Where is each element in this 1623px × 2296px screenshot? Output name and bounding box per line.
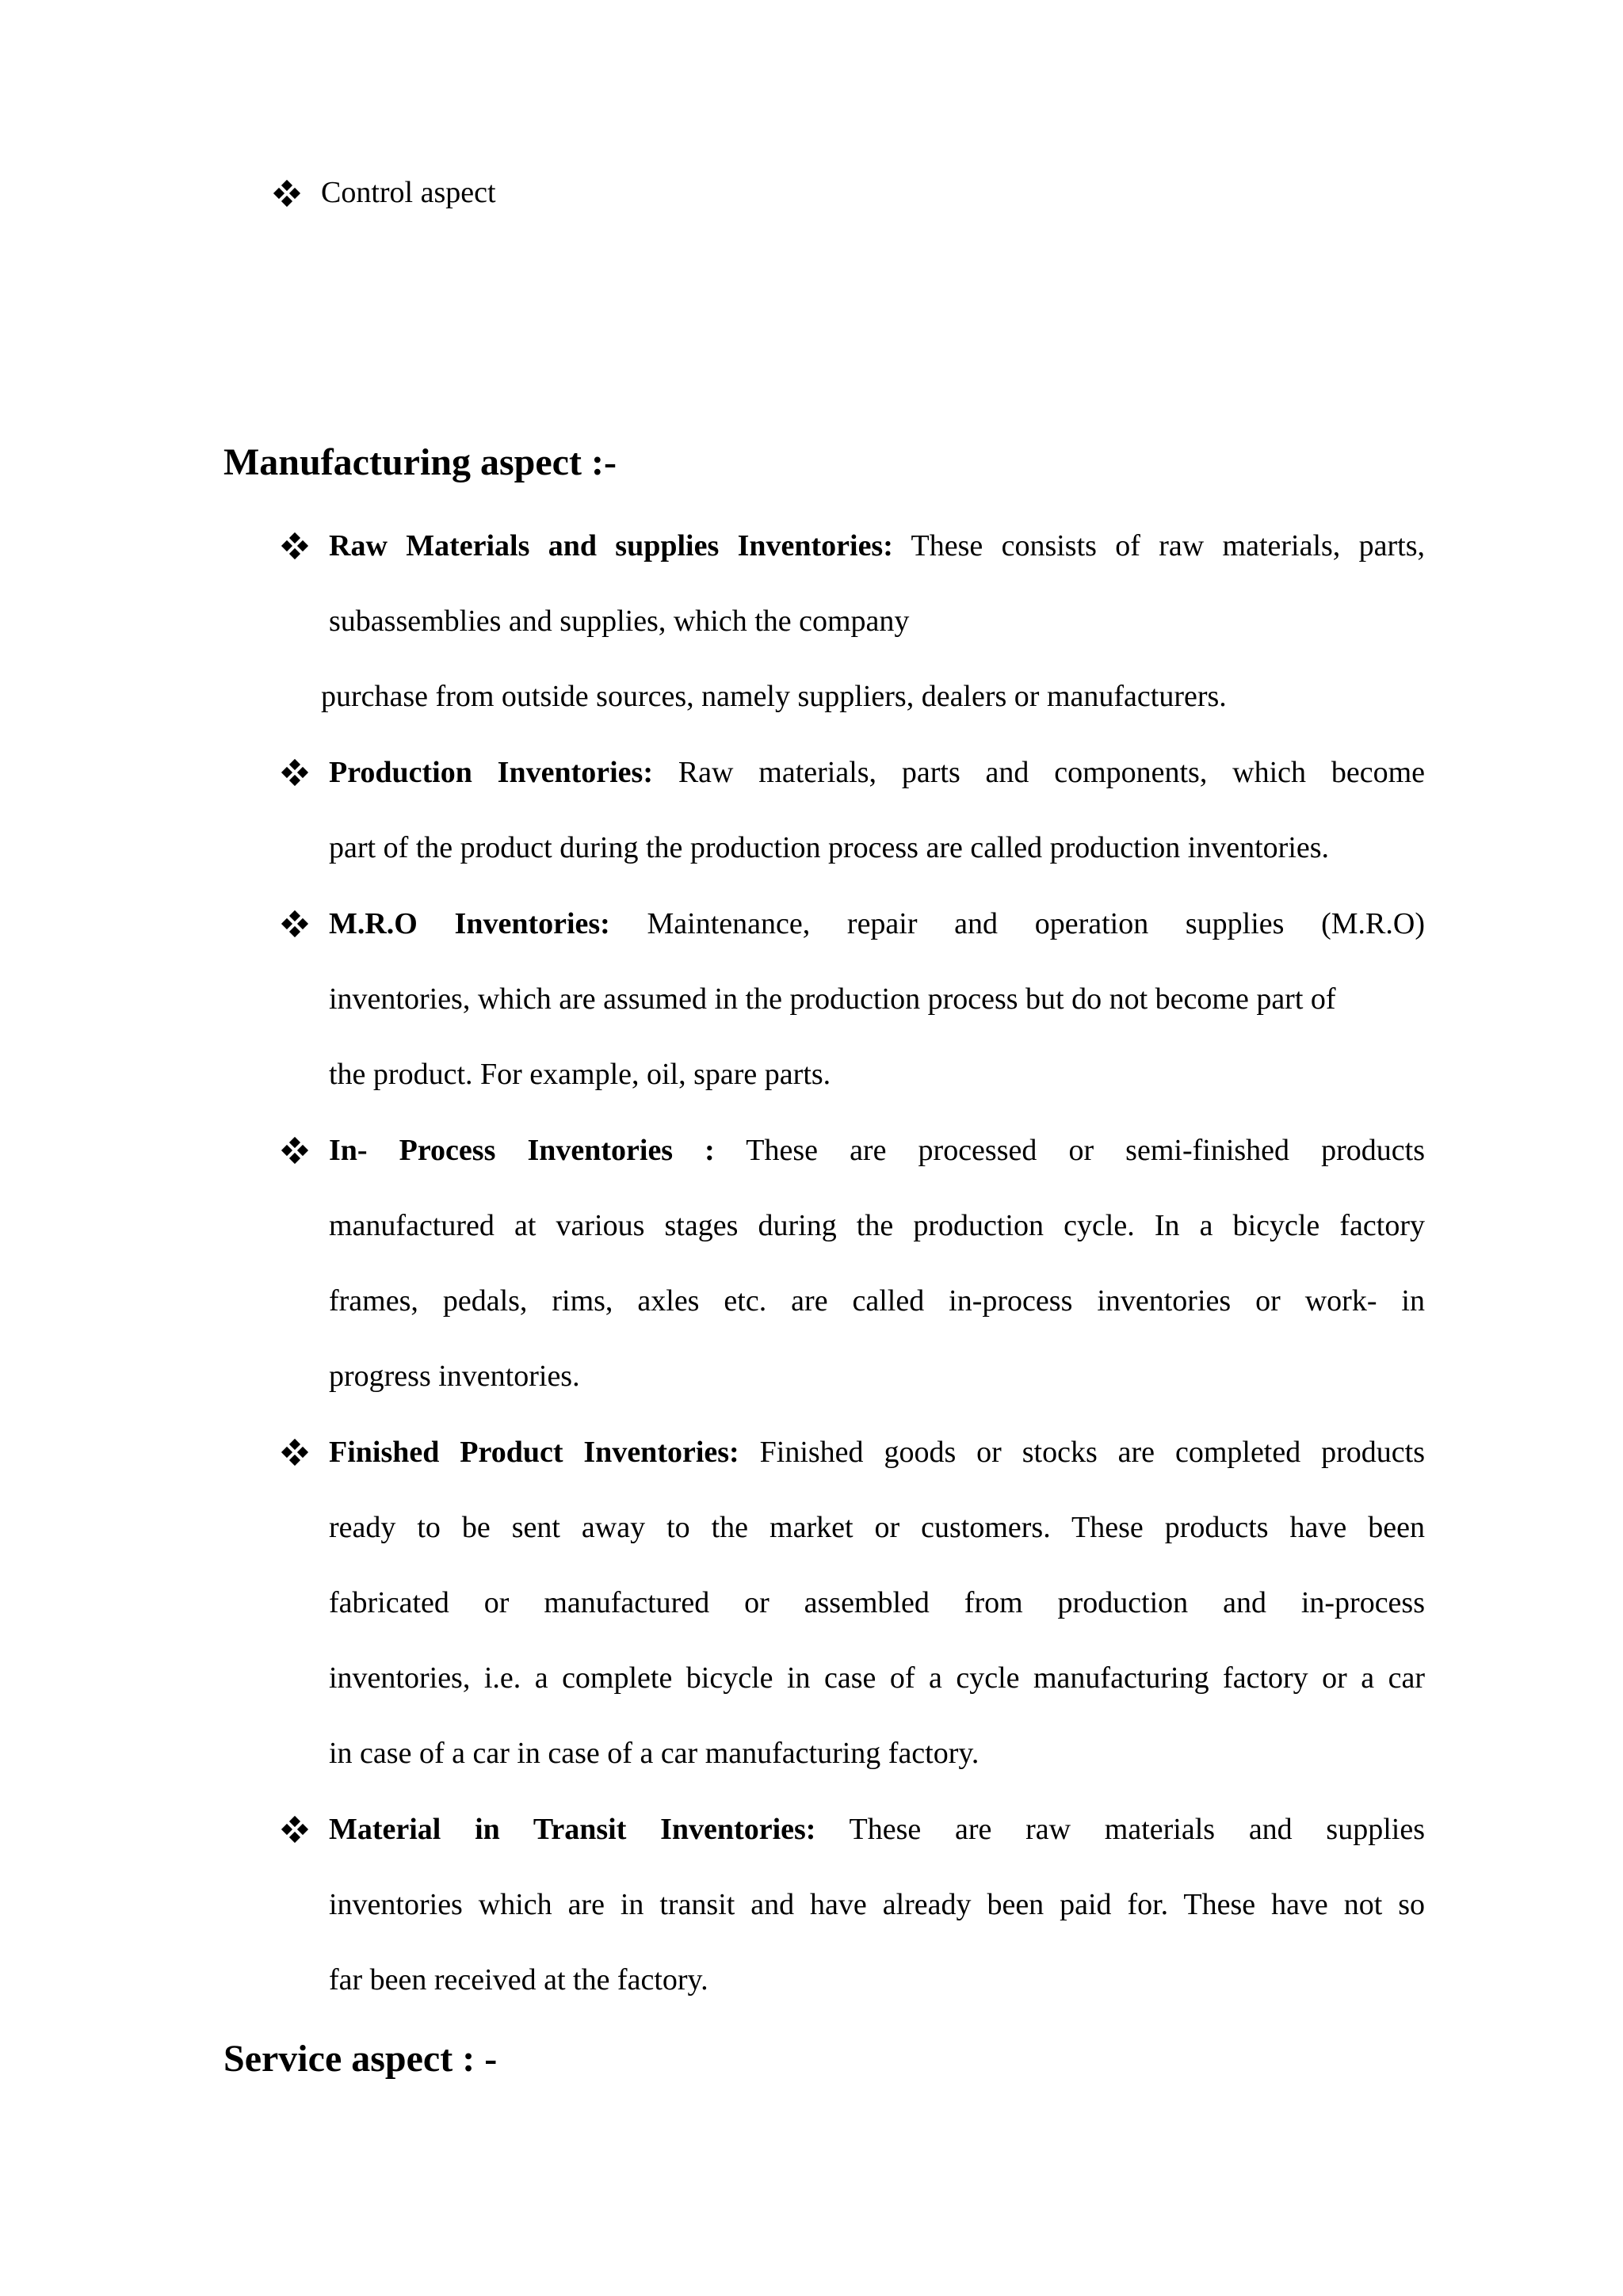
mro-line-2: inventories, which are assumed in the production process but do not become part of (329, 982, 1336, 1016)
mro-line-3: the product. For example, oil, spare parts. (329, 1058, 831, 1091)
raw-materials-line-3: purchase from outside sources, namely suppliers, dealers or manufacturers. (321, 680, 1227, 713)
production-line-2: part of the product during the production process are called production inventories. (329, 831, 1330, 864)
in-process-term: In- Process Inventories : (329, 1134, 715, 1167)
finished-line-1 (329, 1437, 1425, 1467)
finished-line-2: ready to be sent away to the market or customers. These products have been (329, 1511, 1425, 1544)
in-process-line-2: manufactured at various stages during the production cycle. In a bicycle factory (329, 1209, 1425, 1242)
raw-materials-text: These consists of raw materials, parts, (911, 529, 1425, 563)
control-aspect-item: Control aspect (321, 176, 496, 209)
bullet-icon (283, 760, 307, 790)
finished-text: Finished goods or stocks are completed products (759, 1436, 1426, 1469)
production-line-1 (329, 757, 1425, 788)
mro-text: Maintenance, repair and operation supplies (M.R.O) (647, 907, 1425, 940)
raw-materials-line-2: subassemblies and supplies, which the company (329, 605, 910, 638)
bullet-icon (283, 1440, 307, 1470)
bullet-icon (283, 533, 307, 563)
finished-line-4: inventories, i.e. a complete bicycle in case of a cycle manufacturing factory or a car (329, 1661, 1425, 1695)
raw-materials-term: Raw Materials and supplies Inventories: (329, 529, 893, 563)
in-process-line-3: frames, pedals, rims, axles etc. are called in-process inventories or work- in (329, 1284, 1425, 1318)
bullet-icon (283, 1817, 307, 1847)
in-process-line-1 (329, 1135, 1425, 1165)
raw-materials-line-1 (329, 531, 1425, 561)
transit-line-1 (329, 1814, 1425, 1844)
in-process-text: These are processed or semi-finished products (746, 1134, 1425, 1167)
finished-line-5: in case of a car in case of a car manufacturing factory. (329, 1737, 980, 1770)
production-text: Raw materials, parts and components, which become (678, 756, 1425, 789)
transit-line-3: far been received at the factory. (329, 1963, 708, 1997)
bullet-icon (283, 911, 307, 941)
finished-line-3: fabricated or manufactured or assembled from production and in-process (329, 1586, 1425, 1619)
transit-term: Material in Transit Inventories: (329, 1813, 816, 1846)
service-heading: Service aspect : - (223, 2038, 498, 2080)
in-process-line-4: progress inventories. (329, 1360, 580, 1393)
finished-term: Finished Product Inventories: (329, 1436, 739, 1469)
bullet-icon (275, 181, 299, 211)
bullet-icon (283, 1138, 307, 1168)
mro-term: M.R.O Inventories: (329, 907, 610, 940)
manufacturing-heading: Manufacturing aspect :- (223, 441, 617, 483)
transit-line-2: inventories which are in transit and have already been paid for. These have not so (329, 1888, 1425, 1921)
mro-line-1 (329, 909, 1425, 939)
transit-text: These are raw materials and supplies (849, 1813, 1425, 1846)
production-term: Production Inventories: (329, 756, 653, 789)
